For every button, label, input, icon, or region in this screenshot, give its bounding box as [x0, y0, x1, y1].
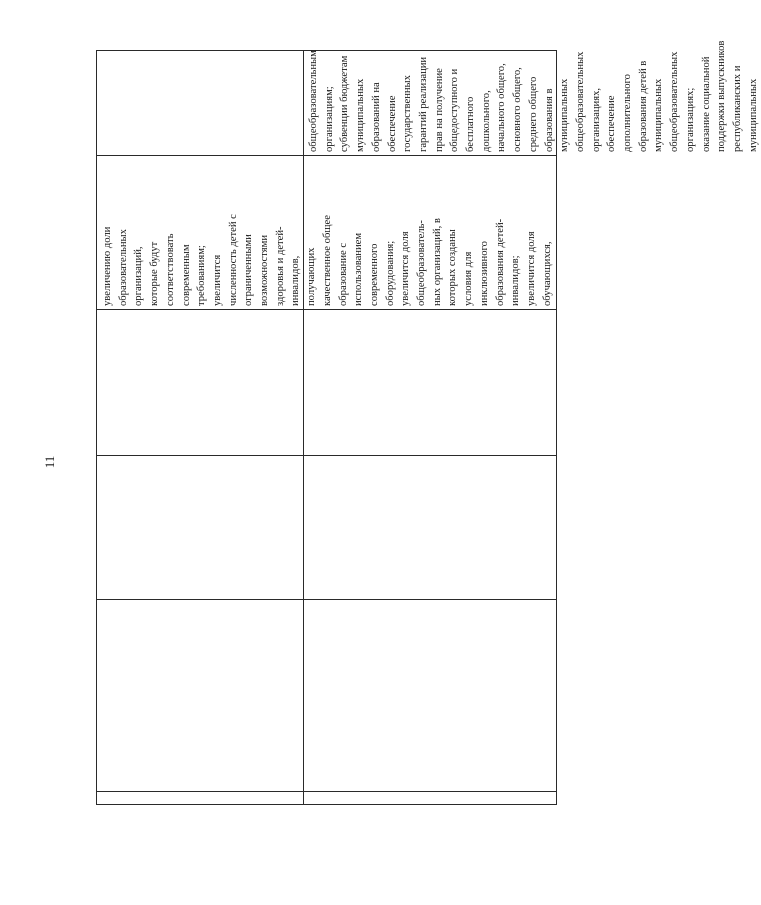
cell-text-line: образование с [337, 242, 349, 306]
cell-text-line: образования детей в [637, 60, 649, 152]
cell-text-line: общеобразовательных [574, 51, 586, 152]
cell-text-line: прав на получение [433, 68, 445, 152]
cell-text-line: инвалидов, [290, 255, 302, 306]
cell-text-line: численность детей с [227, 214, 239, 306]
cell-text-line: увеличению доли [102, 226, 113, 306]
cell-text-line: ных организаций, в [431, 218, 443, 306]
cell-text-line: современного [368, 243, 380, 306]
cell-text-line: которых созданы [447, 229, 459, 306]
cell-text-line: оборудования; [384, 240, 396, 306]
cell-text-line: ограниченными [243, 234, 255, 306]
cell-text-line: организациях; [684, 87, 696, 152]
cell-text-line: оказание социальной [700, 56, 712, 152]
cell-text-line: бесплатного [465, 96, 477, 152]
cell-text-line: образования детей- [494, 218, 506, 306]
cell-results-text [100, 214, 555, 306]
row-divider [97, 309, 556, 310]
cell-text-line: обучающихся, [541, 241, 553, 306]
cell-text-line: республиканских и [731, 65, 743, 152]
cell-text-line: здоровья и детей- [274, 226, 286, 306]
cell-text-line: основного общего, [512, 67, 524, 152]
cell-text-line: организациях, [590, 87, 602, 152]
cell-text-line: муниципальных [653, 78, 665, 152]
document-table [96, 40, 759, 805]
cell-text-line: условия для [463, 251, 475, 306]
cell-text-line: организаций, [133, 246, 145, 306]
cell-text-line: обеспечение [386, 95, 398, 152]
cell-text-line: возможностями [259, 235, 271, 306]
cell-text-line: дополнительного [622, 74, 634, 152]
row-divider [97, 455, 556, 456]
column-divider [303, 51, 304, 804]
cell-text-line: качественное общее [321, 215, 333, 306]
cell-measures-text [306, 41, 761, 152]
cell-text-line: обеспечение [606, 95, 618, 152]
cell-text-line: которые будут [149, 241, 161, 306]
cell-text-line: общеобразователь- [416, 220, 428, 306]
cell-text-line: образовательных [117, 229, 129, 306]
cell-text-line: увеличится доля [525, 231, 537, 306]
cell-text-line: муниципальных [559, 78, 571, 152]
cell-text-line: государственных [402, 75, 414, 152]
row-divider [97, 599, 556, 600]
cell-text-line: увеличится доля [400, 231, 412, 306]
cell-text-line: использованием [353, 232, 365, 306]
cell-text-line: начального общего, [496, 63, 508, 152]
cell-text-line: муниципальных [355, 78, 367, 152]
cell-text-line: образований на [370, 82, 382, 152]
cell-text-line: требованиям; [196, 245, 208, 306]
cell-text-line: муниципальных [747, 78, 759, 152]
cell-text-line: организациям; [323, 86, 335, 152]
cell-text-line: инклюзивного [478, 241, 490, 306]
page-number: 11 [42, 455, 57, 469]
cell-text-line: образования в [543, 88, 555, 152]
row-divider [97, 155, 556, 156]
cell-text-line: общедоступного и [449, 68, 461, 152]
cell-text-line: общеобразовательных [669, 51, 681, 152]
cell-text-line: соответствовать [164, 233, 176, 306]
cell-text-line: субвенции бюджетам [339, 55, 351, 152]
cell-text-line: общеобразовательным [308, 50, 319, 152]
cell-text-line: среднего общего [527, 76, 539, 152]
cell-text-line: увеличится [211, 254, 223, 306]
cell-text-line: гарантий реализации [417, 56, 429, 152]
cell-text-line: получающих [306, 247, 318, 306]
cell-text-line: дошкольного, [480, 90, 492, 152]
cell-text-line: современным [180, 244, 192, 306]
cell-text-line: поддержки выпускников [716, 40, 728, 152]
row-divider [97, 791, 556, 792]
cell-text-line: инвалидов; [510, 255, 522, 306]
